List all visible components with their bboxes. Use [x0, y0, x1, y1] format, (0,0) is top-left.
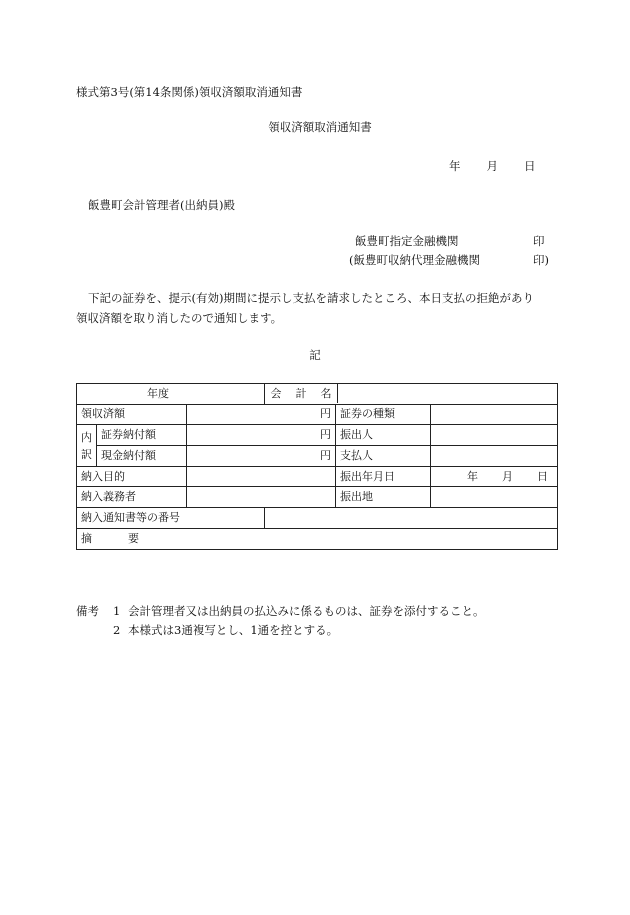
sender-bank: 飯豊町指定金融機関 — [355, 234, 459, 248]
note-text-2: 本様式は3通複写とし、1通を控とする。 — [128, 623, 339, 637]
security-type-value — [431, 404, 558, 425]
issue-place-value — [431, 487, 558, 508]
sender-agent-bank: (飯豊町収納代理金融機関 — [349, 253, 480, 267]
table-row — [77, 528, 558, 549]
breakdown-label: 内 訳 — [77, 425, 97, 466]
sender-agent-seal: 印) — [533, 253, 549, 267]
date-line — [449, 160, 536, 174]
remarks-cell: 摘 要 — [77, 528, 558, 549]
issue-place-label: 振出地 — [336, 487, 431, 508]
cash-payment-label: 現金納付額 — [97, 446, 187, 467]
addressee: 飯豊町会計管理者(出納員)殿 — [88, 198, 235, 212]
obligor-label: 納入義務者 — [77, 487, 187, 508]
security-payment-value: 円 — [187, 425, 336, 446]
payer-label: 支払人 — [336, 446, 431, 467]
notice-number-value — [265, 508, 558, 529]
sender-seal: 印 — [533, 234, 545, 248]
receipt-amount-value: 円 — [187, 404, 336, 425]
drawer-value — [431, 425, 558, 446]
note-number-2: 2 — [113, 623, 121, 637]
body-line-1: 下記の証券を、提示(有効)期間に提示し支払を請求したところ、本日支払の拒絶があり — [88, 291, 534, 305]
notice-number-label: 納入通知書等の番号 — [77, 508, 265, 529]
document-title: 領収済額取消通知書 — [268, 120, 372, 134]
table-row — [77, 508, 558, 529]
security-payment-label: 証券納付額 — [97, 425, 187, 446]
date-day: 日 — [524, 159, 536, 173]
table-row — [77, 487, 558, 508]
note-number-1: 1 — [113, 604, 121, 618]
table-row — [77, 425, 558, 446]
fiscal-year-cell — [77, 384, 265, 405]
notes-label: 備考 — [76, 604, 99, 618]
receipt-amount-label: 領収済額 — [77, 404, 187, 425]
drawer-label: 振出人 — [336, 425, 431, 446]
table-row — [77, 384, 558, 405]
date-year: 年 — [449, 159, 461, 173]
payment-purpose-value — [187, 466, 336, 487]
remarks-label: 摘 — [81, 531, 92, 545]
body-line-2: 領収済額を取り消したので通知します。 — [76, 311, 283, 325]
date-month: 月 — [486, 159, 498, 173]
ki-heading: 記 — [309, 348, 321, 362]
security-type-label: 証券の種類 — [336, 404, 431, 425]
receipt-cancel-table — [76, 383, 558, 550]
form-number: 様式第3号(第14条関係)領収済額取消通知書 — [76, 85, 303, 99]
issue-date-label: 振出年月日 — [336, 466, 431, 487]
fiscal-year-label: 年度 — [147, 386, 169, 400]
cash-payment-value: 円 — [187, 446, 336, 467]
payer-value — [431, 446, 558, 467]
table-row — [77, 466, 558, 487]
table-row — [77, 446, 558, 467]
issue-date-value: 年 月 日 — [431, 466, 558, 487]
table-row — [77, 404, 558, 425]
obligor-value — [187, 487, 336, 508]
payment-purpose-label: 納入目的 — [77, 466, 187, 487]
account-name-cell — [265, 384, 558, 405]
note-text-1: 会計管理者又は出納員の払込みに係るものは、証券を添付すること。 — [128, 604, 485, 618]
account-name-label: 会 計 名 — [270, 386, 332, 400]
